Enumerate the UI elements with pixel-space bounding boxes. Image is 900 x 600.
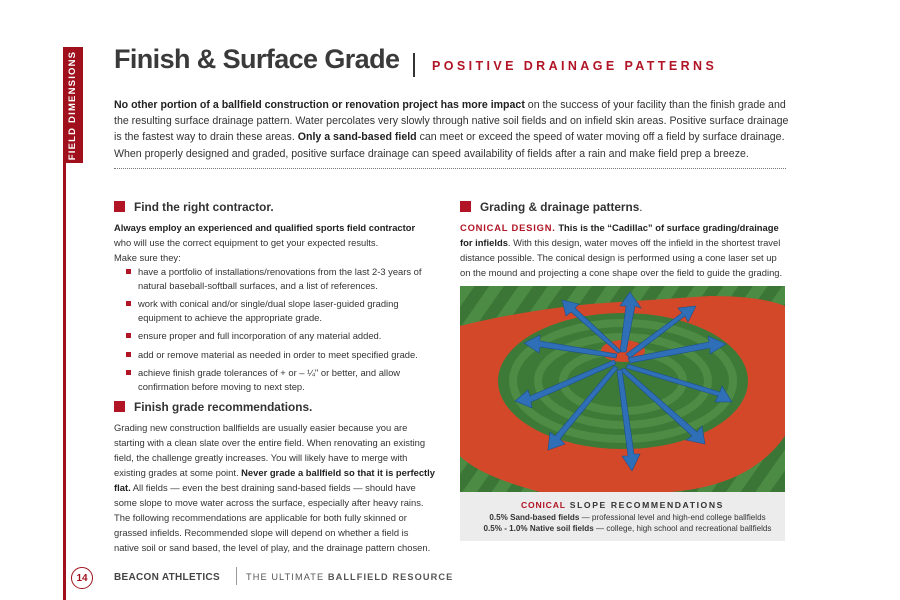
contractor-heading: Find the right contractor. xyxy=(114,200,274,214)
intro-bold-2: Only a sand-based field xyxy=(297,131,417,144)
finish-grade-paragraph: Grading new construction ballfields are usually easier because you are starting with a clean slate over the entire field. When renovating an existing field, the challenge greatly increases. You will likely have to merge with existing grades at some point. Never grade a ballfield so that it is perfectly flat. All fields — even the best draining sand-based fields — should have some slope to move water across the surface, especially after heavy rains. The following recommendations are applicable for both fully skinned or grassed infields. Recommended slope will depend on whether a field is native soil or sand based, the level of play, and the drainage pattern chosen. xyxy=(114,422,435,553)
contractor-line-2: who will use the correct equipment to get your expected results. xyxy=(114,237,379,248)
conical-design-tag: CONICAL DESIGN. xyxy=(460,222,556,233)
list-item: achieve finish grade tolerances of + or – ¼" or better, and allow confirmation before moving to next step. xyxy=(126,366,426,393)
grading-bold: This is the “Cadillac” of surface grading/drainage for infields xyxy=(460,222,779,248)
list-item: ensure proper and full incorporation of any material added. xyxy=(126,329,426,343)
contractor-line-3: Make sure they: xyxy=(114,252,181,263)
bullet-icon xyxy=(126,352,131,357)
sidebar xyxy=(0,0,66,600)
caption-line-2: 0.5% - 1.0% Native soil fields — college, high school and recreational ballfields xyxy=(483,524,772,533)
section-label: FIELD DIMENSIONS xyxy=(67,50,79,160)
square-bullet-icon xyxy=(114,401,125,412)
intro-text-1: on the success of your facility than the finish grade and the resulting surface drainage pattern. Water percolates very slowly through native soil fields and on infield skin areas. Positive surface drainage is the fastest way to drain these areas. xyxy=(114,99,789,144)
grading-heading: Grading & drainage patterns. xyxy=(460,200,643,214)
bullet-icon xyxy=(126,301,131,306)
title-divider xyxy=(413,53,415,77)
footer-tagline: THE ULTIMATE BALLFIELD RESOURCE xyxy=(246,572,454,582)
list-item: have a portfolio of installations/renovations from the last 2-3 years of natural baseball-softball surfaces, and a list of references. xyxy=(126,265,426,292)
page-number: 14 xyxy=(71,567,93,589)
finish-grade-bold: Never grade a ballfield so that it is perfectly flat. xyxy=(114,467,435,493)
bullet-icon xyxy=(126,269,131,274)
list-item: add or remove material as needed in order to meet specified grade. xyxy=(126,348,426,362)
intro-text-2: can meet or exceed the speed of water moving off a field by surface drainage. When properly designed and graded, positive surface drainage can speed availability of fields after a rain and make field prep a breeze. xyxy=(114,131,785,160)
field-illustration xyxy=(460,286,785,492)
page-subtitle: POSITIVE DRAINAGE PATTERNS xyxy=(432,59,718,73)
conical-drainage-image xyxy=(460,286,785,492)
beacon-logo: BEACON ATHLETICS xyxy=(114,572,220,583)
contractor-intro xyxy=(114,220,434,265)
square-bullet-icon xyxy=(460,201,471,212)
contractor-checklist xyxy=(126,265,426,398)
section-divider xyxy=(114,168,786,169)
finish-grade-heading: Finish grade recommendations. xyxy=(114,400,312,414)
bullet-icon xyxy=(126,370,131,375)
intro-lead: No other portion of a ballfield construction or renovation project has more impact xyxy=(114,99,525,111)
grading-paragraph: CONICAL DESIGN. This is the “Cadillac” of surface grading/drainage for infields. With this design, water moves off the infield in the shortest travel distance possible. The conical design is performed using a cone laser set up on the mound and projecting a cone shape over the field to guide the grading. xyxy=(460,222,783,278)
caption-line-1: 0.5% Sand-based fields — professional level and high-end college ballfields xyxy=(489,513,766,522)
footer-divider xyxy=(236,567,237,585)
caption-title: CONICAL SLOPE RECOMMENDATIONS xyxy=(521,500,724,510)
intro-paragraph xyxy=(114,97,794,162)
page-title: Finish & Surface Grade xyxy=(114,44,400,74)
list-item: work with conical and/or single/dual slope laser-guided grading equipment to achieve the appropriate grade. xyxy=(126,297,426,324)
contractor-bold-line: Always employ an experienced and qualified sports field contractor xyxy=(114,222,416,233)
bullet-icon xyxy=(126,333,131,338)
square-bullet-icon xyxy=(114,201,125,212)
